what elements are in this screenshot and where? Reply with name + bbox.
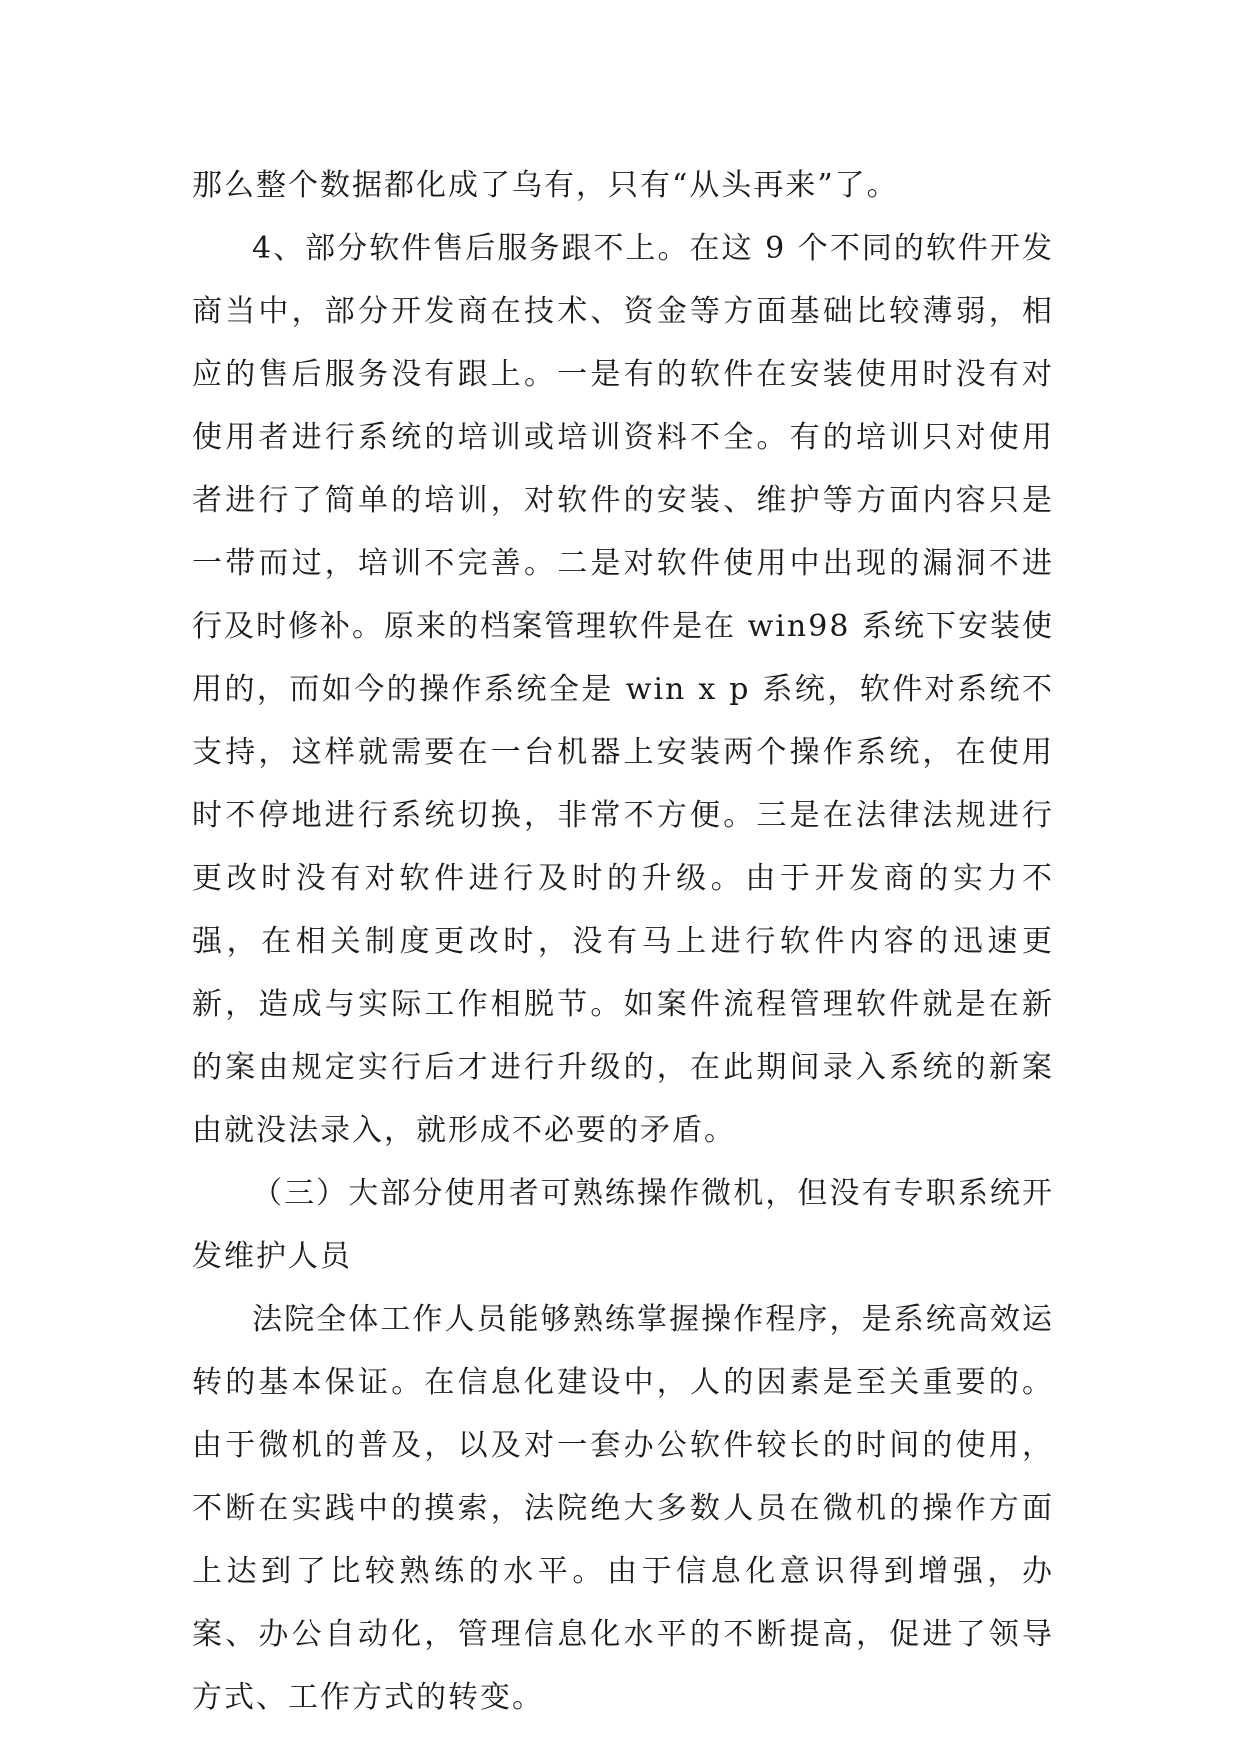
paragraph-3: 法院全体工作人员能够熟练掌握操作程序，是系统高效运转的基本保证。在信息化建设中，人的因素是至关重要的。由于微机的普及，以及对一套办公软件较长的时间的使用，不断在实践中的摸索，法院绝大多数人员在微机的操作方面上达到了比较熟练的水平。由于信息化意识得到增强，办案、办公自动化，管理信息化水平的不断提高，促进了领导方式、工作方式的转变。 (192, 1302, 1054, 1715)
paragraph-2: 4、部分软件售后服务跟不上。在这 9 个不同的软件开发商当中，部分开发商在技术、资金等方面基础比较薄弱，相应的售后服务没有跟上。一是有的软件在安装使用时没有对使用者进行系统的培训或培训资料不全。有的培训只对使用者进行了简单的培训，对软件的安装、维护等方面内容只是一带而过，培训不完善。二是对软件使用中出现的漏洞不进行及时修补。原来的档案管理软件是在 win98 系统下安装使用的，而如今的操作系统全是 win x p 系统，软件对系统不支持，这样就需要在一台机器上安装两个操作系统，在使用时不停地进行系统切换，非常不方便。三是在法律法规进行更改时没有对软件进行及时的升级。由于开发商的实力不强，在相关制度更改时，没有马上进行软件内容的迅速更新，造成与实际工作相脱节。如案件流程管理软件就是在新的案由规定实行后才进行升级的，在此期间录入系统的新案由就没法录入，就形成不必要的矛盾。 (192, 231, 1054, 1148)
body-text (192, 154, 1054, 1729)
section-heading: （三）大部分使用者可熟练操作微机，但没有专职系统开发维护人员 (192, 1176, 1054, 1274)
paragraph-1: 那么整个数据都化成了乌有，只有“从头再来”了。 (192, 168, 899, 203)
